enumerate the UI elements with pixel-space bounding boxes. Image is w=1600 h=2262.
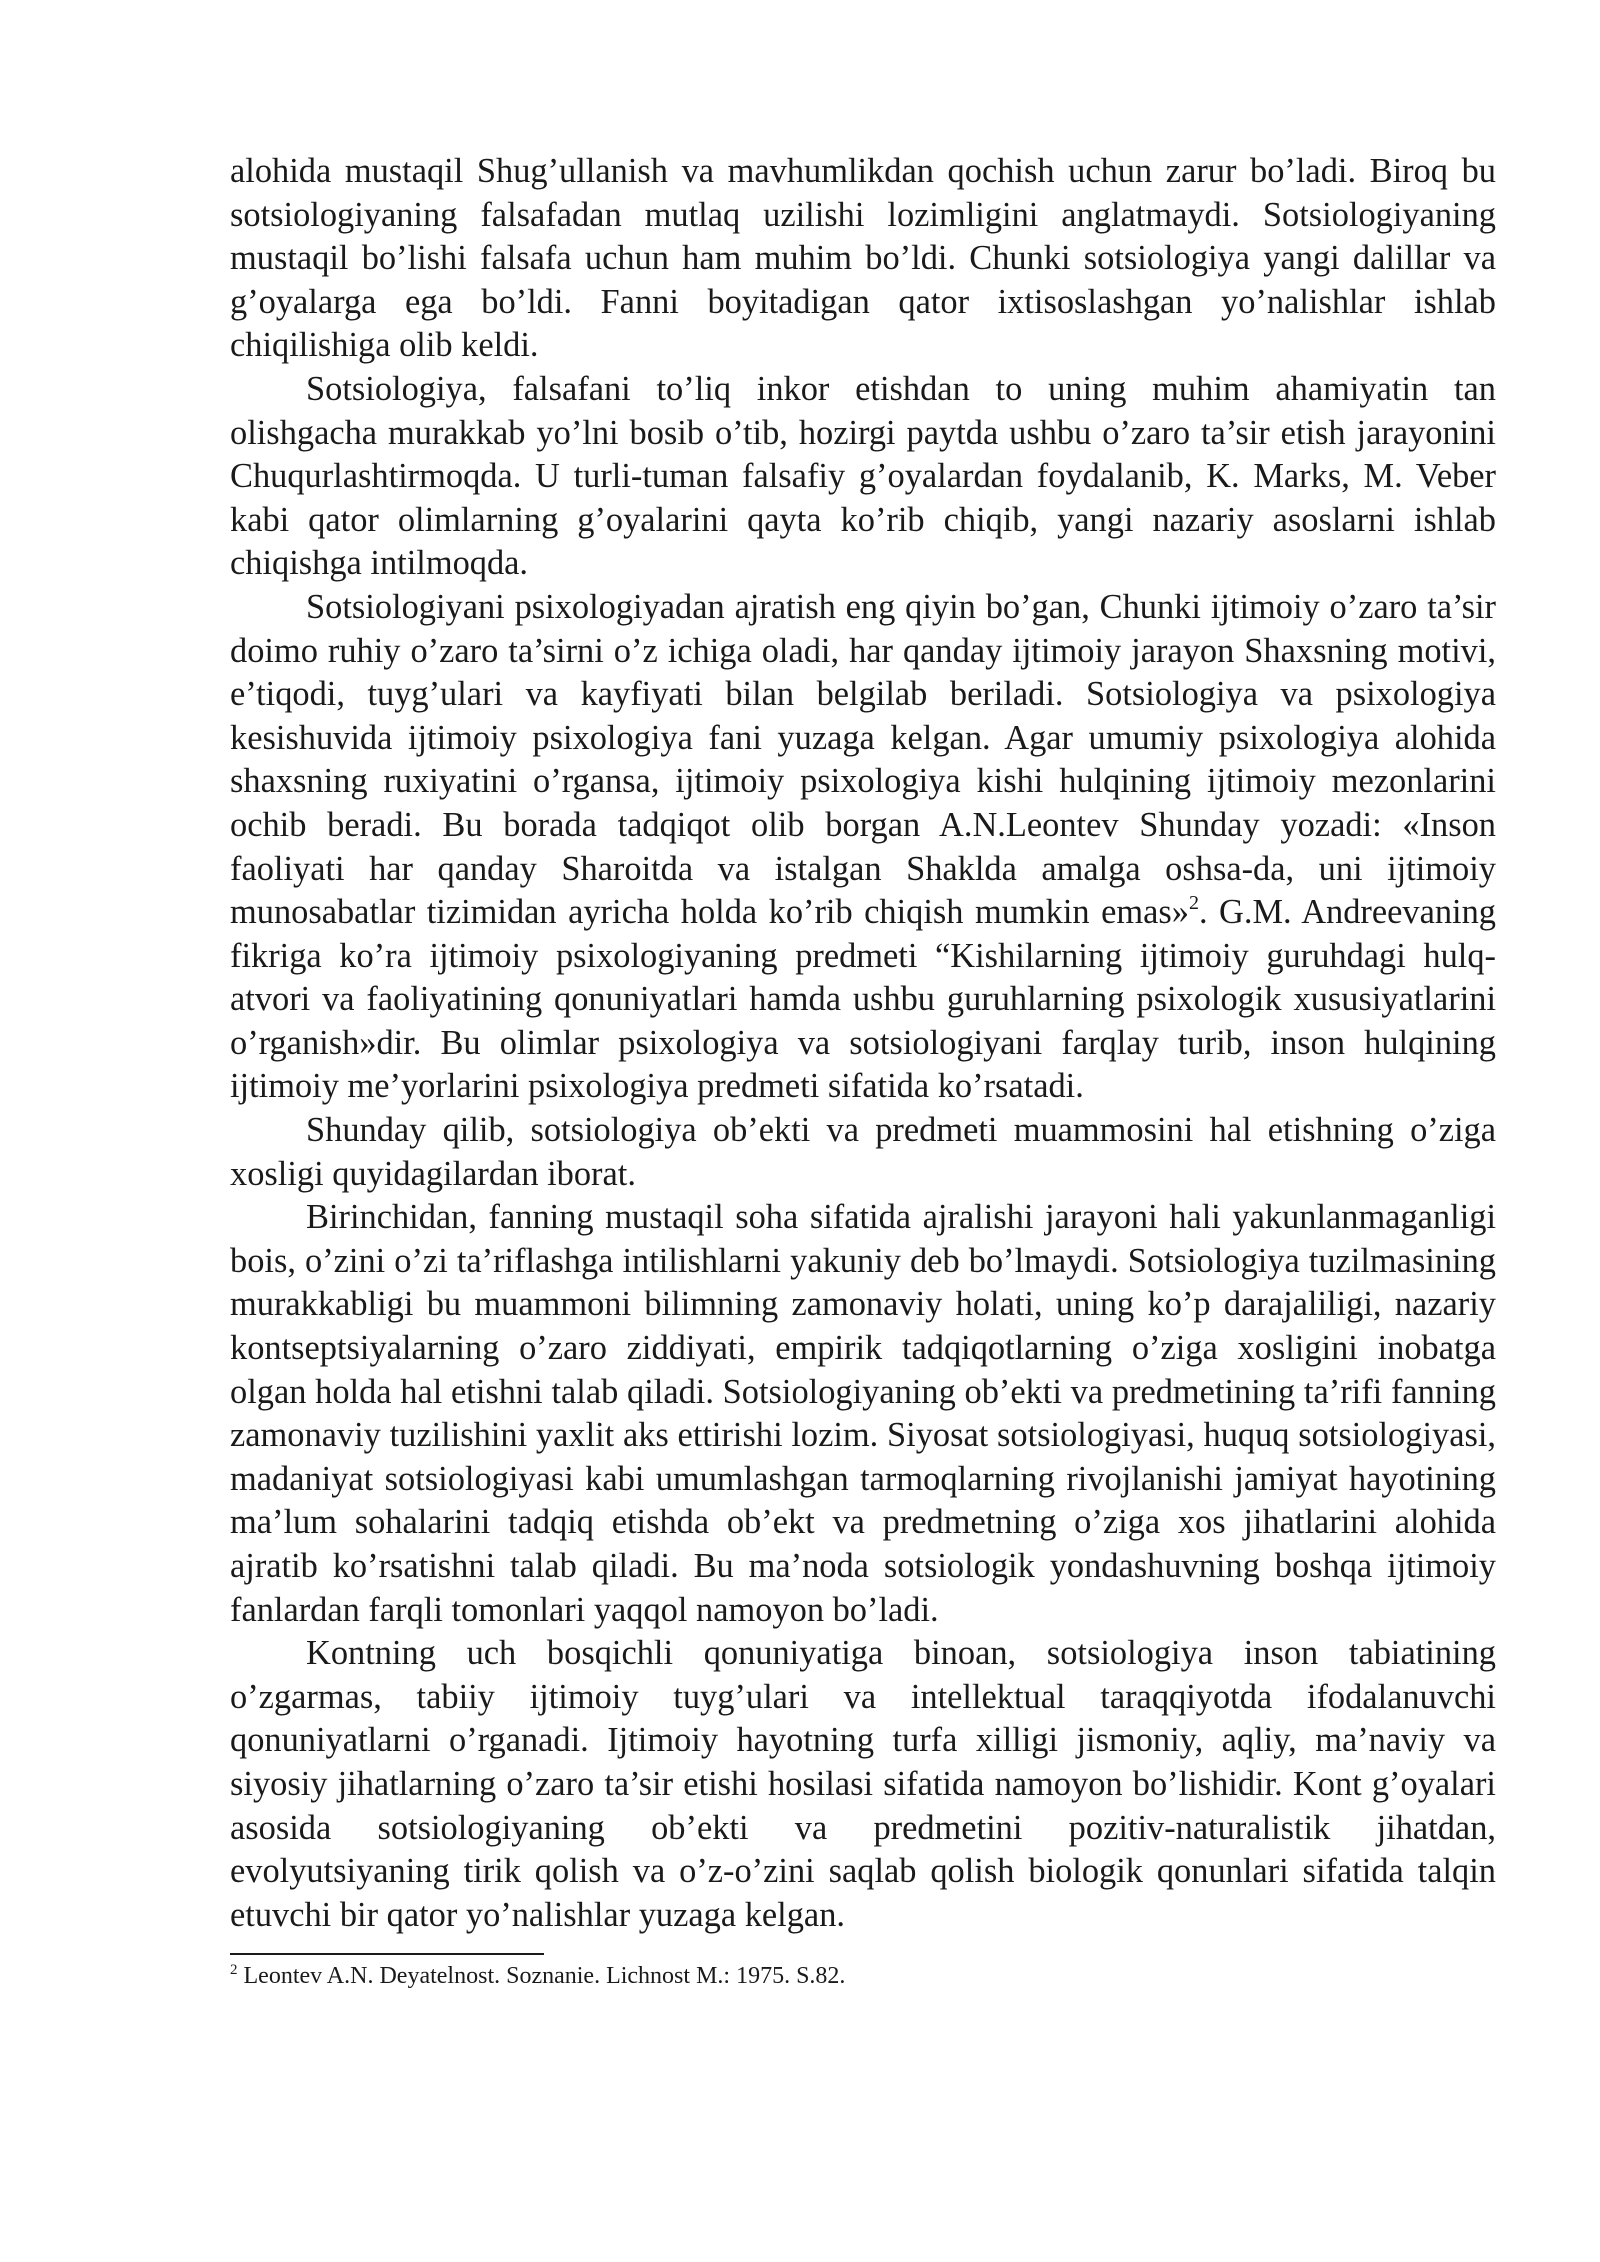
footnote — [230, 1961, 1496, 1991]
footnote-text: Leontev A.N. Deyatelnost. Soznanie. Lichnost M.: 1975. S.82. — [237, 1963, 846, 1990]
document-page — [230, 150, 1496, 1991]
paragraph-5: Birinchidan, fanning mustaqil soha sifatida ajralishi jarayoni hali yakunlanmaganligi bois, o’zini o’zi ta’riflashga intilishlarni yakuniy deb bo’lmaydi. Sotsiologiya tuzilmasining murakkabligi bu muammoni bilimning zamonaviy holati, uning ko’p darajaliligi, nazariy kontseptsiyalarning o’zaro ziddiyati, empirik tadqiqotlarning o’ziga xosligini inobatga olgan holda hal etishni talab qiladi. Sotsiologiyaning ob’ekti va predmetining ta’rifi fanning zamonaviy tuzilishini yaxlit aks ettirishi lozim. Siyosat sotsiologiyasi, huquq sotsiologiyasi, madaniyat sotsiologiyasi kabi umumlashgan tarmoqlarning rivojlanishi jamiyat hayotining ma’lum sohalarini tadqiq etishda ob’ekt va predmetning o’ziga xos jihatlarini alohida ajratib ko’rsatishni talab qiladi. Bu ma’noda sotsiologik yondashuvning boshqa ijtimoiy fanlardan farqli tomonlari yaqqol namoyon bo’ladi. — [230, 1198, 1496, 1629]
footnote-divider — [230, 1953, 544, 1955]
paragraph-1: alohida mustaqil Shug’ullanish va mavhumlikdan qochish uchun zarur bo’ladi. Biroq bu sotsiologiyaning falsafadan mutlaq uzilishi lozimligini anglatmaydi. Sotsiologiyaning mustaqil bo’lishi falsafa uchun ham muhim bo’ldi. Chunki sotsiologiya yangi dalillar va g’oyalarga ega bo’ldi. Fanni boyitadigan qator ixtisoslashgan yo’nalishlar ishlab chiqilishiga olib keldi. — [230, 152, 1496, 365]
paragraph-2: Sotsiologiya, falsafani to’liq inkor etishdan to uning muhim ahamiyatin tan olishgacha murakkab yo’lni bosib o’tib, hozirgi paytda ushbu o’zaro ta’sir etish jarayonini Chuqurlashtirmoqda. U turli-tuman falsafiy g’oyalardan foydalanib, K. Marks, M. Veber kabi qator olimlarning g’oyalarini qayta ko’rib chiqib, yangi nazariy asoslarni ishlab chiqishga intilmoqda. — [230, 369, 1496, 583]
paragraph-3 — [230, 586, 1496, 1109]
paragraph-3-text-after: . G.M. Andreevaning fikriga ko’ra ijtimoiy psixologiyaning predmeti “Kishilarning ijtimoiy guruhdagi hulq-atvori va faoliyatining qonuniyatlari hamda ushbu guruhlarning psixologik xususiyatlarini o’rganish»dir. Bu olimlar psixologiya va sotsiologiyani farqlay turib, inson hulqining ijtimoiy me’yorlarini psixologiya predmeti sifatida ko’rsatadi. — [230, 893, 1496, 1106]
paragraph-6: Kontning uch bosqichli qonuniyatiga binoan, sotsiologiya inson tabiatining o’zgarmas, tabiiy ijtimoiy tuyg’ulari va intellektual taraqqiyotda ifodalanuvchi qonuniyatlarni o’rganadi. Ijtimoiy hayotning turfa xilligi jismoniy, aqliy, ma’naviy va siyosiy jihatlarning o’zaro ta’sir etishi hosilasi sifatida namoyon bo’lishidir. Kont g’oyalari asosida sotsiologiyaning ob’ekti va predmetini pozitiv-naturalistik jihatdan, evolyutsiyaning tirik qolish va o’z-o’zini saqlab qolish biologik qonunlari sifatida talqin etuvchi bir qator yo’nalishlar yuzaga kelgan. — [230, 1634, 1496, 1934]
paragraph-3-text-before: Sotsiologiyani psixologiyadan ajratish eng qiyin bo’gan, Chunki ijtimoiy o’zaro ta’sir doimo ruhiy o’zaro ta’sirni o’z ichiga oladi, har qanday ijtimoiy jarayon Shaxsning motivi, e’tiqodi, tuyg’ulari va kayfiyati bilan belgilab beriladi. Sotsiologiya va psixologiya kesishuvida ijtimoiy psixologiya fani yuzaga kelgan. Agar umumiy psixologiya alohida shaxsning ruxiyatini o’rgansa, ijtimoiy psixologiya kishi hulqining ijtimoiy mezonlarini ochib beradi. Bu borada tadqiqot olib borgan A.N.Leontev Shunday yozadi: «Inson faoliyati har qanday Sharoitda va istalgan Shakldа amalga oshsa-da, uni ijtimoiy munosabatlar tizimidan ayricha holda ko’rib chiqish mumkin emas» — [230, 587, 1496, 932]
footnote-mark: 2 — [230, 1962, 238, 1979]
footnote-reference[interactable]: 2 — [1188, 892, 1199, 915]
paragraph-4: Shunday qilib, sotsiologiya ob’ekti va predmeti muammosini hal etishning o’ziga xosligi quyidagilardan iborat. — [230, 1111, 1496, 1193]
